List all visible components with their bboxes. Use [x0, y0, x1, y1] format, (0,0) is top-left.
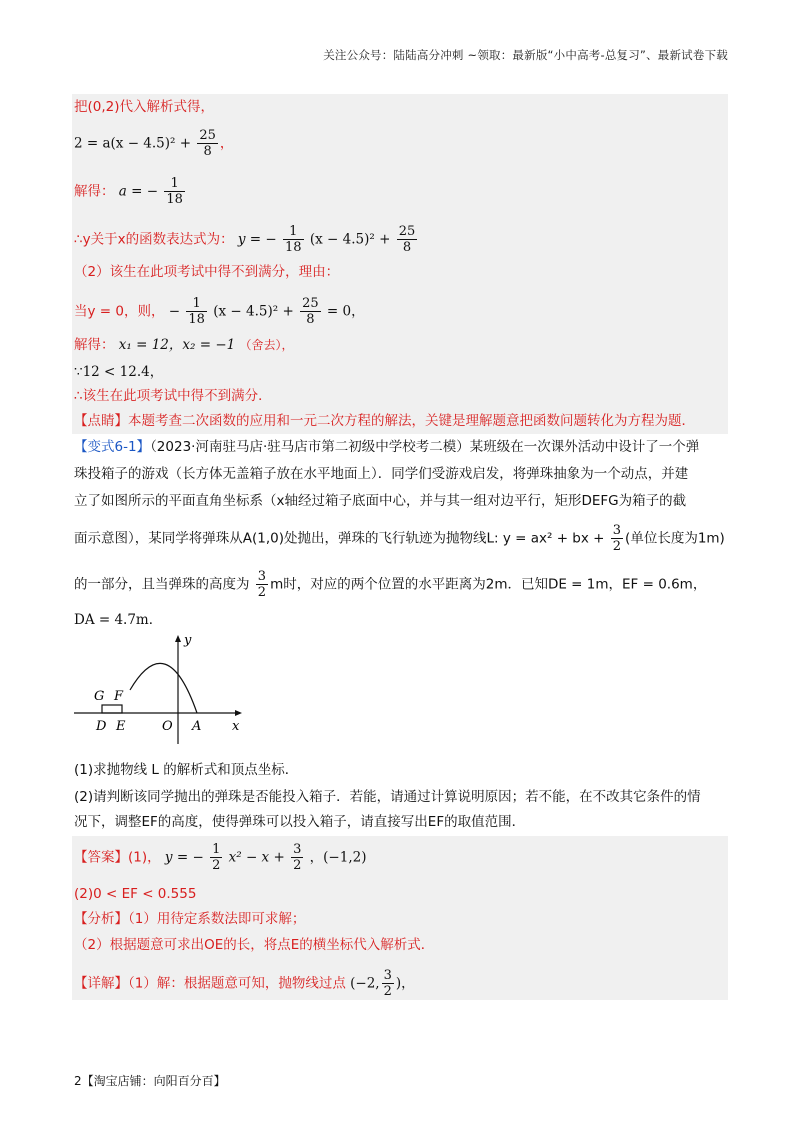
fraction: $\frac{1}{18}$ — [166, 176, 183, 207]
parabola-figure — [72, 632, 252, 747]
fraction: $\frac{3}{2}$ — [257, 569, 267, 600]
fraction: $\frac{25}{8}$ — [199, 128, 216, 159]
problem-tag: 【变式6-1】 — [74, 439, 151, 455]
answer-line-2: (2)0 < EF < 0.555 — [74, 886, 197, 902]
page-footer: 2【淘宝店铺：向阳百分百】 — [74, 1074, 226, 1088]
fraction: $\frac{3}{2}$ — [293, 842, 302, 873]
fraction: $\frac{3}{2}$ — [612, 523, 622, 554]
answer-line-1: 【答案】(1)， y = − $\frac{1}{2}$ x² − x + $\frac{3}{2}$ ，(−1,2) — [74, 842, 367, 873]
solution-line-1: 把(0,2)代入解析式得， — [74, 99, 215, 115]
fraction: $\frac{3}{2}$ — [383, 968, 392, 999]
problem-line-2: 珠投箱子的游戏（长方体无盖箱子放在水平地面上）．同学们受游戏启发，将弹珠抽象为一个动点，并建 — [74, 466, 689, 482]
solution-line-3: 解得： a = − $\frac{1}{18}$ — [74, 176, 183, 207]
y-axis-arrow — [175, 635, 181, 642]
fraction: $\frac{1}{18}$ — [285, 224, 302, 255]
problem-line-6: DA = 4.7m． — [74, 612, 163, 628]
detail-line-1: 【详解】（1）解：根据题意可知，抛物线过点 (−2, $\frac{3}{2}$ )， — [74, 968, 415, 999]
fraction: $\frac{1}{2}$ — [212, 842, 221, 873]
parabola-curve — [130, 663, 197, 713]
solution-line-8: ∵12 < 12.4， — [74, 364, 164, 380]
fraction: $\frac{25}{8}$ — [398, 224, 416, 255]
label-F: F — [114, 689, 124, 704]
solution-line-6: 当y = 0，则， − $\frac{1}{18}$ (x − 4.5)² + $\frac{25}{8}$ = 0， — [74, 296, 365, 327]
label-D: D — [96, 719, 107, 734]
fraction: $\frac{1}{18}$ — [188, 296, 205, 327]
solution-line-2: 2 = a(x − 4.5)² + $\frac{25}{8}$ ， — [74, 128, 234, 159]
solution-line-5: （2）该生在此项考试中得不到满分，理由： — [74, 264, 340, 280]
page-header: 关注公众号：陆陆高分冲刺 ~领取：最新版“小中高考-总复习”、最新试卷下载 — [323, 48, 728, 62]
label-x: x — [232, 719, 240, 734]
problem-line-4: 面示意图），某同学将弹珠从A(1,0)处抛出，弹珠的飞行轨迹为抛物线L: y = ax² + bx + $\frac{3}{2}$ (单位长度为1m) — [74, 523, 725, 554]
x-axis-arrow — [235, 710, 242, 716]
label-G: G — [94, 689, 105, 704]
problem-line-1: 【变式6-1】（2023·河南驻马店·驻马店市第二初级中学校考二模）某班级在一次课外活动中设计了一个弹 — [74, 439, 700, 455]
solution-line-4: ∴y关于x的函数表达式为： y = − $\frac{1}{18}$ (x − 4.5)² + $\frac{25}{8}$ — [74, 224, 416, 255]
analysis-line-1: 【分析】（1）用待定系数法即可求解； — [74, 911, 306, 927]
problem-line-5: 的一部分，且当弹珠的高度为 $\frac{3}{2}$ m时，对应的两个位置的水平距离为2m．已知DE = 1m，EF = 0.6m， — [74, 569, 707, 600]
problem-line-3: 立了如图所示的平面直角坐标系（x轴经过箱子底面中心，并与其一组对边平行，矩形DEFG为箱子的截 — [74, 493, 687, 509]
solution-line-7: 解得： x₁ = 12，x₂ = −1 （舍去）， — [74, 337, 294, 353]
question-2a: (2)请判断该同学抛出的弹珠是否能投入箱子．若能，请通过计算说明原因；若不能，在不改其它条件的情 — [74, 789, 701, 805]
label-A: A — [192, 719, 202, 734]
label-E: E — [116, 719, 126, 734]
question-2b: 况下，调整EF的高度，使得弹珠可以投入箱子，请直接写出EF的取值范围． — [74, 814, 526, 830]
label-O: O — [162, 719, 173, 734]
analysis-line-2: （2）根据题意可求出OE的长，将点E的横坐标代入解析式． — [74, 937, 435, 953]
solution-line-10: 【点睛】本题考查二次函数的应用和一元二次方程的解法，关键是理解题意把函数问题转化为方程为题． — [74, 413, 695, 429]
solution-line-9: ∴该生在此项考试中得不到满分． — [74, 388, 272, 404]
box-rectangle — [102, 705, 122, 713]
question-1: (1)求抛物线 L 的解析式和顶点坐标． — [74, 762, 299, 778]
fraction: $\frac{25}{8}$ — [302, 296, 319, 327]
label-y: y — [184, 633, 192, 648]
